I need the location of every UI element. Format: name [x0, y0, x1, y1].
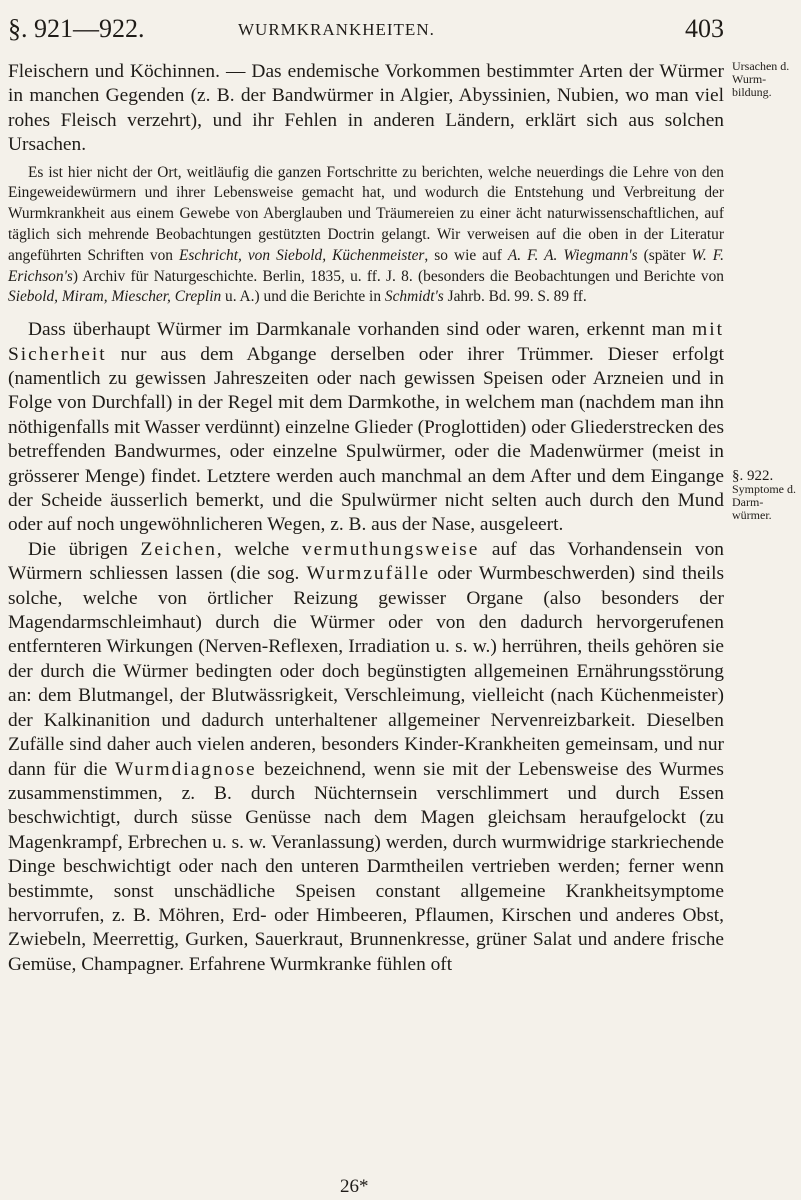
emphasis-vermuthungsweise: vermuthungsweise	[301, 538, 480, 560]
paragraph-4: Die übrigen Zeichen, welche vermuthungsweise auf das Vorhandensein von Würmern schliessen lassen (die sog. Wurmzufälle oder Wurmbeschwerden) sind theils solche, welche von örtlicher Reizung gewisser Organe (also besonders der Magendarmschleimhaut) durch die Würmer oder von den dadurch hervorgerufenen entfernteren Wirkungen (Nerven-Reflexen, Irradiation u. s. w.) herrühren, theils gehören sie der durch die Würmer bedingten oder doch begünstigten allgemeinen Ernährungsstörung an: dem Blutmangel, der Blutwässrigkeit, Verschleimung, vielleicht (nach Küchenmeister) der Kalkinanition und dadurch unterhaltener allgemeiner Nervenreizbarkeit. Dieselben Zufälle sind daher auch vielen anderen, besonders Kinder-Krankheiten gemeinsam, und nur dann für die Wurmdiagnose bezeichnend, wenn sie mit der Lebensweise des Wurmes zusammenstimmen, z. B. durch Nüchternsein verschlimmert und durch Essen beschwichtigt, durch süsse Genüsse nach dem Magen gleichsam heraufgelockt (zu Magenkrampf, Erbrechen u. s. w. Veranlassung) werden, durch wurmwidrige starkriechende Dinge beschwichtigt oder nach den unteren Darmtheilen vertrieben werden; ferner wenn bestimmte, sonst unschädliche Speisen constant allgemeine Krankheitsymptome hervorrufen, z. B. Möhren, Erd- oder Himbeeren, Pflaumen, Kirschen und anderes Obst, Zwiebeln, Meerrettig, Gurken, Sauerkraut, Brunnenkresse, grüner Salat und andere frische Gemüse, Champagner. Erfahrene Wurmkranke fühlen oft	[8, 538, 724, 975]
section-range: §. 921—922.	[8, 14, 145, 43]
emphasis-mit-sicherheit: mit Sicherheit	[8, 319, 724, 365]
margin-section-number: §. 922.	[732, 468, 774, 484]
margin-note-symptome: §. 922. Symptome d. Darm- würmer.	[732, 468, 797, 522]
running-header	[8, 14, 724, 44]
emphasis-wurmdiagnose: Wurmdiagnose	[114, 758, 257, 780]
margin-note-ursachen: Ursachen d. Wurm- bildung.	[732, 59, 790, 99]
author-wiegmann: A. F. A. Wiegmann's	[507, 246, 638, 264]
author-erichson: W. F. Erichson's	[8, 246, 725, 285]
author-schmidt: Schmidt's	[384, 288, 444, 306]
signature-mark: 26*	[340, 1176, 369, 1197]
emphasis-zeichen: Zeichen	[140, 538, 217, 560]
text-block	[8, 60, 724, 977]
authors-list: Siebold, Miram, Miescher, Creplin	[8, 288, 222, 306]
emphasis-wurmzufaelle: Wurmzufälle	[306, 563, 431, 585]
paragraph-2-smallprint: Es ist hier nicht der Ort, weitläufig die ganzen Fortschritte zu berichten, welche neuerdings die Lehre von den Eingeweidewürmern und ihrer Lebensweise gemacht hat, und wodurch die Entstehung und Verbreitung der Wurmkrankheit aus einem Gewebe von Aberglauben und Träumereien zu einer ächt naturwissenschaftlichen, auf täglich sich mehrende Beobachtungen gestützten Doctrin gelangt. Wir verweisen auf die oben in der Literatur angeführten Schriften von Eschricht, von Siebold, Küchenmeister, so wie auf A. F. A. Wiegmann's (später W. F. Erichson's) Archiv für Naturgeschichte. Berlin, 1835, u. ff. J. 8. (besonders die Beobachtungen und Berichte von Siebold, Miram, Miescher, Creplin u. A.) und die Berichte in Schmidt's Jahrb. Bd. 99. S. 89 ff.	[8, 163, 725, 306]
running-title: WURMKRANKHEITEN.	[238, 20, 435, 39]
paragraph-3: Dass überhaupt Würmer im Darmkanale vorhanden sind oder waren, erkennt man mit Sicherheit nur aus dem Abgange derselben oder ihrer Trümmer. Dieser erfolgt (namentlich zu gewissen Jahreszeiten oder nach gewissen Speisen oder Arzneien und in Folge von Durchfall) in der Regel mit dem Darmkothe, in welchem man (nachdem man ihn nöthigenfalls mit Wasser verdünnt) einzelne Glieder (Proglottiden) oder Gliederstrecken des betreffenden Bandwurmes, oder einzelne Spulwürmer, oder die Madenwürmer (meist in grösserer Menge) findet. Letztere werden auch manchmal an dem After und dem Eingange der Scheide äusserlich bemerkt, und die Spulwürmer nicht selten auch durch den Mund oder auf noch ungewöhnlicheren Wegen, z. B. aus der Nase, ausgeleert.	[8, 319, 724, 536]
paragraph-1: Fleischern und Köchinnen. — Das endemische Vorkommen bestimmter Arten der Würmer in manchen Gegenden (z. B. der Bandwürmer in Algier, Abyssinien, Nubien, wo man viel rohes Fleisch verzehrt), und ihr Fehlen in anderen Ländern, erklärt sich aus solchen Ursachen.	[8, 61, 724, 156]
page-number: 403	[685, 14, 724, 43]
author-eschricht: Eschricht, von Siebold, Küchenmeister	[179, 246, 425, 264]
